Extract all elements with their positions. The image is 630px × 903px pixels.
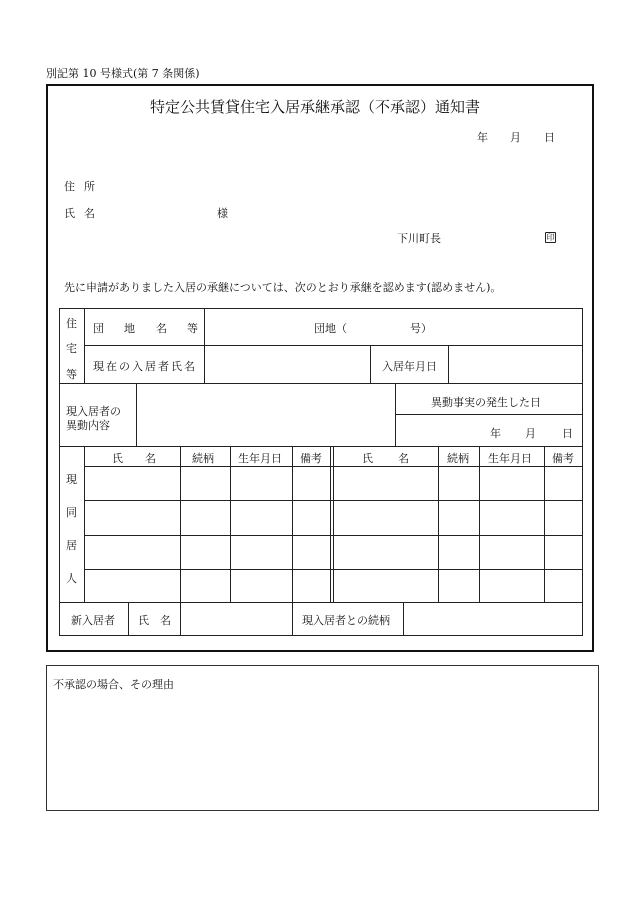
header-name-right-1: 氏 bbox=[362, 452, 373, 465]
name-label-1: 氏 bbox=[64, 207, 75, 220]
name-label-2: 名 bbox=[84, 207, 95, 220]
header-name-left-1: 氏 bbox=[112, 452, 123, 465]
occurrence-year: 年 bbox=[490, 427, 501, 440]
new-tenant-label: 新入居者 bbox=[71, 614, 115, 627]
complex-value-suffix: 号） bbox=[410, 322, 432, 335]
header-relationship-left: 続柄 bbox=[192, 452, 214, 465]
address-label-1: 住 bbox=[64, 180, 75, 193]
cohabitant-label-3: 居 bbox=[66, 539, 77, 552]
header-birthdate-right: 生年月日 bbox=[488, 452, 532, 465]
tenant-label-4: 入 bbox=[132, 360, 143, 373]
occurrence-month: 月 bbox=[525, 427, 536, 440]
rejection-reason-label: 不承認の場合、その理由 bbox=[53, 678, 174, 691]
occurrence-day: 日 bbox=[562, 427, 573, 440]
header-remarks-right: 備考 bbox=[552, 452, 574, 465]
header-name-right-2: 名 bbox=[398, 452, 409, 465]
header-name-left-2: 名 bbox=[145, 452, 156, 465]
complex-value-prefix: 団地（ bbox=[314, 322, 347, 335]
complex-label-1: 団 bbox=[93, 322, 104, 335]
honorific: 様 bbox=[217, 207, 228, 220]
relation-to-tenant-label: 現入居者との続柄 bbox=[302, 614, 390, 627]
tenant-label-3: の bbox=[119, 360, 130, 373]
new-tenant-name-label-1: 氏 bbox=[138, 614, 149, 627]
document-title: 特定公共賃貸住宅入居承継承認（不承認）通知書 bbox=[149, 98, 480, 116]
header-relationship-right: 続柄 bbox=[447, 452, 469, 465]
housing-label-3: 等 bbox=[66, 368, 77, 381]
issuer-name: 下川町長 bbox=[397, 232, 441, 245]
housing-label-2: 宅 bbox=[66, 342, 77, 355]
form-reference: 別記第 10 号様式(第 7 条関係) bbox=[46, 67, 200, 80]
tenant-label-8: 名 bbox=[184, 360, 195, 373]
address-label-2: 所 bbox=[84, 180, 95, 193]
header-remarks-left: 備考 bbox=[300, 452, 322, 465]
cohabitant-label-1: 現 bbox=[66, 473, 77, 486]
housing-label-1: 住 bbox=[66, 317, 77, 330]
complex-label-4: 等 bbox=[187, 322, 198, 335]
notice-text: 先に申請がありました入居の承継については、次のとおり承継を認めます(認めません)。 bbox=[64, 281, 502, 294]
issue-date-month: 月 bbox=[510, 131, 521, 144]
issue-date-day: 日 bbox=[544, 131, 555, 144]
header-birthdate-left: 生年月日 bbox=[238, 452, 282, 465]
cohabitant-label-4: 人 bbox=[66, 572, 77, 585]
tenant-label-2: 在 bbox=[106, 360, 117, 373]
move-in-date-label: 入居年月日 bbox=[382, 360, 437, 373]
issue-date-year: 年 bbox=[477, 131, 488, 144]
tenant-label-1: 現 bbox=[93, 360, 104, 373]
tenant-label-7: 氏 bbox=[171, 360, 182, 373]
seal-mark: 印 bbox=[546, 233, 555, 242]
cohabitant-label-2: 同 bbox=[66, 506, 77, 519]
occurrence-date-label: 異動事実の発生した日 bbox=[431, 396, 541, 409]
complex-label-3: 名 bbox=[156, 322, 167, 335]
change-label-line1: 現入居者の bbox=[66, 405, 121, 418]
tenant-label-5: 居 bbox=[145, 360, 156, 373]
change-label-line2: 異動内容 bbox=[66, 419, 110, 432]
new-tenant-name-label-2: 名 bbox=[160, 614, 171, 627]
complex-label-2: 地 bbox=[124, 322, 135, 335]
tenant-label-6: 者 bbox=[158, 360, 169, 373]
